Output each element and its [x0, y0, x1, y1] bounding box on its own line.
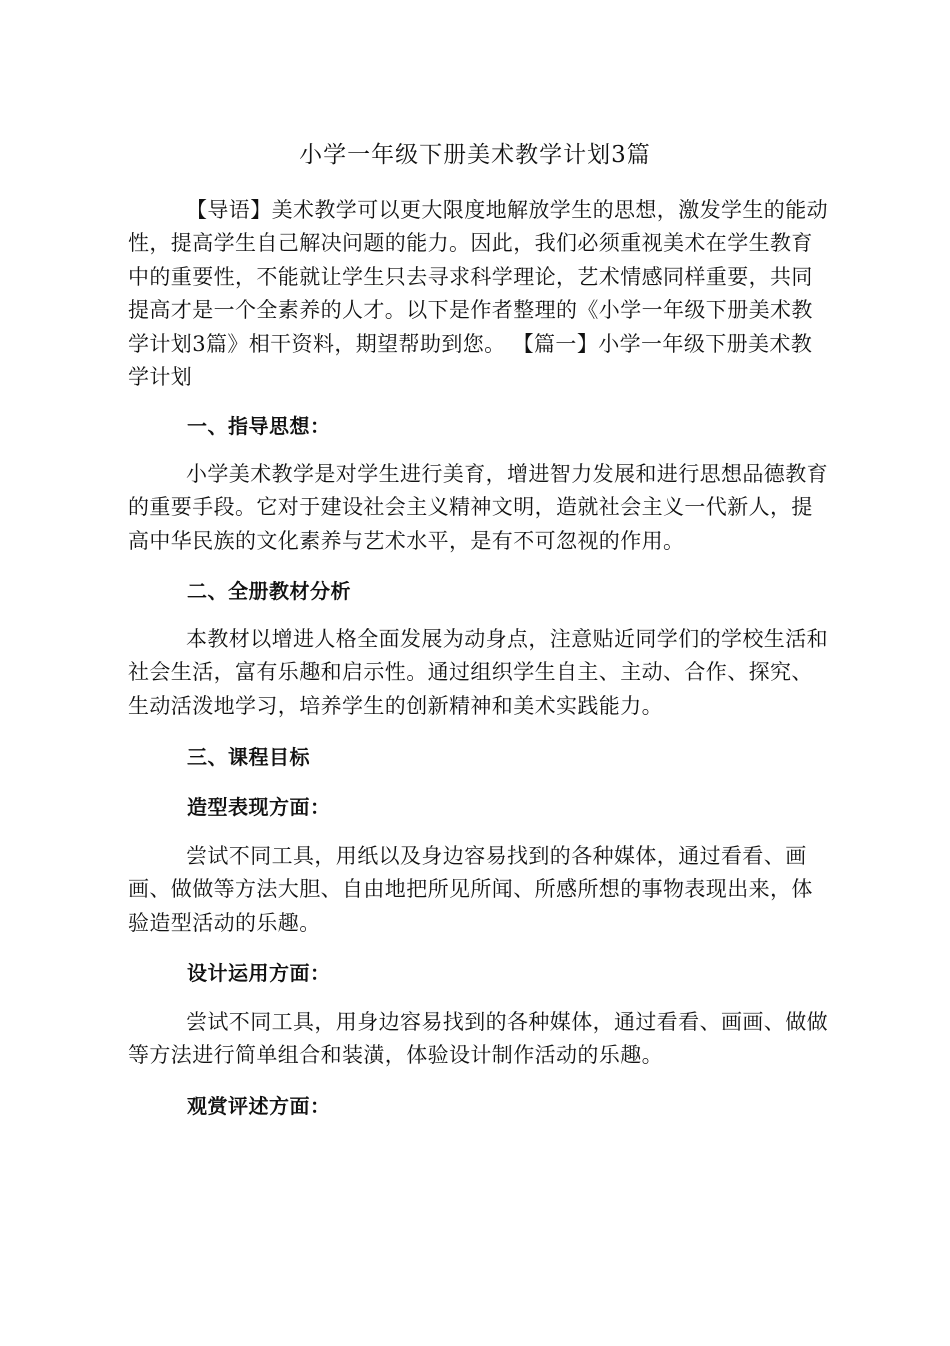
- section-heading-guiding-ideology: 一、指导思想：: [187, 414, 331, 438]
- section-heading-design-application: 设计运用方面：: [187, 961, 331, 985]
- section-body-guiding-ideology: 小学美术教学是对学生进行美育，增进智力发展和进行思想品德教育的重要手段。它对于建设社会主义精神文明，造就社会主义一代新人，提高中华民族的文化素养与艺术水平，是有不可忽视的作用。: [128, 462, 828, 553]
- intro-paragraph: 【导语】美术教学可以更大限度地解放学生的思想，激发学生的能动性，提高学生自己解决问题的能力。因此，我们必须重视美术在学生教育中的重要性，不能就让学生只去寻求科学理论，艺术情感同样重要，共同提高才是一个全素养的人才。以下是作者整理的《小学一年级下册美术教学计划3篇》相干资料，期望帮助到您。 【篇一】小学一年级下册美术教学计划: [128, 198, 828, 390]
- document-title: 小学一年级下册美术教学计划3篇: [299, 142, 651, 168]
- section-heading-modeling-expression: 造型表现方面：: [187, 795, 331, 819]
- section-body-modeling-expression: 尝试不同工具，用纸以及身边容易找到的各种媒体，通过看看、画画、做做等方法大胆、自由地把所见所闻、所感所想的事物表现出来，体验造型活动的乐趣。: [128, 844, 813, 935]
- section-body-textbook-analysis: 本教材以增进人格全面发展为动身点，注意贴近同学们的学校生活和社会生活，富有乐趣和启示性。通过组织学生自主、主动、合作、探究、生动活泼地学习，培养学生的创新精神和美术实践能力。: [128, 627, 828, 718]
- section-body-design-application: 尝试不同工具，用身边容易找到的各种媒体，通过看看、画画、做做等方法进行简单组合和装潢，体验设计制作活动的乐趣。: [128, 1010, 828, 1068]
- section-heading-appreciation-review: 观赏评述方面：: [187, 1094, 331, 1118]
- section-heading-textbook-analysis: 二、全册教材分析: [187, 579, 351, 603]
- section-heading-course-goals: 三、课程目标: [187, 745, 310, 769]
